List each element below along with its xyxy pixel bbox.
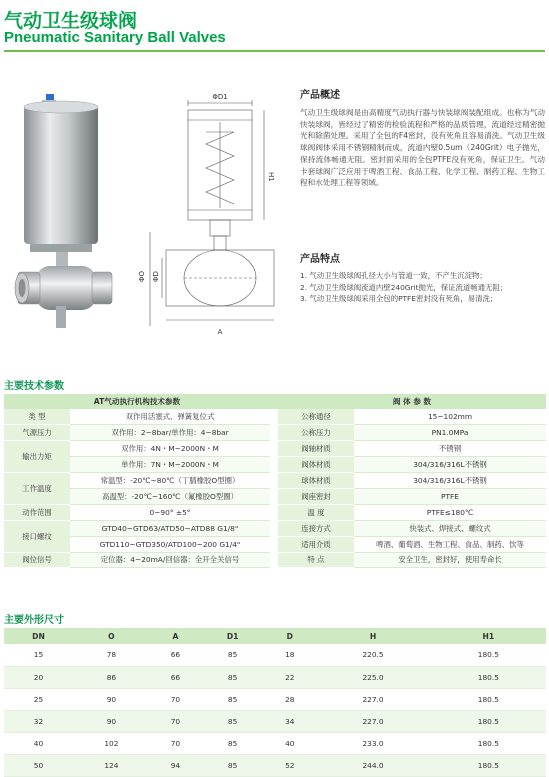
table-cell: 180.5 bbox=[431, 688, 546, 710]
overview-heading: 产品概述 bbox=[300, 90, 340, 101]
overview-text: 气动卫生级球阀是由高精度气动执行器与快装球阀装配组成。也称为气动快装球阀，皆经过了精密的检验流程和严格的品质管理，流道经过精密抛光和除菌处理。采用了全包的F4密封，没有死角且容易清洗。气动卫生级球阀阀体采用不锈钢精制而成，流道内壁0.5um（240Grit）电子抛光，保持流体畅通无阻。密封面采用的全包PTFE没有死角，保证卫生。气动卡套球阀广泛应用于啤酒工程、食品工程、化学工程、制药工程、生物工程和水处理工程等领域。 bbox=[300, 108, 545, 188]
spec-value: 啤酒、葡萄酒、生物工程、食品、制药、饮等 bbox=[354, 536, 546, 552]
spec-value: 304/316/316L不锈钢 bbox=[354, 473, 546, 489]
column-header: DN bbox=[4, 628, 73, 644]
table-row bbox=[4, 425, 546, 441]
spec-right-header: 阀 体 参 数 bbox=[278, 394, 546, 409]
spec-value: PTFE≤180℃ bbox=[354, 504, 546, 520]
column-header: O bbox=[73, 628, 150, 644]
spec-label: 阀轴材质 bbox=[278, 441, 354, 457]
spec-value: 双作用：4N・M~2000N・M bbox=[70, 441, 270, 457]
spec-value: 高温型：-20℃~160℃（氟橡胶O型圈） bbox=[70, 488, 270, 504]
table-cell: 52 bbox=[264, 754, 315, 776]
table-cell: 102 bbox=[73, 732, 150, 754]
table-cell: 94 bbox=[150, 754, 201, 776]
column-header: H1 bbox=[431, 628, 546, 644]
spec-value: GTD40~GTD63/ATD50~ATD88 G1/8" bbox=[70, 520, 270, 536]
table-cell: 180.5 bbox=[431, 644, 546, 666]
dims-header-row bbox=[4, 628, 546, 644]
table-cell: 85 bbox=[201, 710, 264, 732]
table-cell: 25 bbox=[4, 688, 73, 710]
column-header: A bbox=[150, 628, 201, 644]
label-h1: H1 bbox=[267, 172, 275, 182]
table-cell: 85 bbox=[201, 754, 264, 776]
table-row bbox=[4, 688, 546, 710]
table-cell: 66 bbox=[150, 644, 201, 666]
table-cell: 18 bbox=[264, 644, 315, 666]
table-cell: 220.5 bbox=[315, 644, 430, 666]
table-cell: 227.0 bbox=[315, 710, 430, 732]
spec-label: 输出力矩 bbox=[4, 441, 70, 473]
table-row bbox=[4, 473, 546, 489]
table-cell: 20 bbox=[4, 666, 73, 688]
label-d1: ΦD1 bbox=[212, 93, 228, 101]
label-a: A bbox=[217, 328, 223, 336]
features-list bbox=[300, 270, 545, 305]
spec-label: 连接方式 bbox=[278, 520, 354, 536]
table-cell: 28 bbox=[264, 688, 315, 710]
spec-label: 阀体材质 bbox=[278, 457, 354, 473]
spec-value: 0~90° ±5° bbox=[70, 504, 270, 520]
spec-value: PN1.0MPa bbox=[354, 425, 546, 441]
page-title-en: Pneumatic Sanitary Ball Valves bbox=[4, 29, 226, 46]
spec-value: GTD110~GTD350/ATD100~200 G1/4" bbox=[70, 536, 270, 552]
spec-label: 球体材质 bbox=[278, 473, 354, 489]
spec-table bbox=[4, 394, 546, 568]
table-cell: 78 bbox=[73, 644, 150, 666]
feature-item: 1. 气动卫生级球阀孔径大小与管道一致，不产生沉淀物； bbox=[300, 271, 487, 280]
table-cell: 225.0 bbox=[315, 666, 430, 688]
table-row bbox=[4, 520, 546, 536]
spec-table-title: 主要技术参数 bbox=[4, 381, 64, 392]
table-cell: 180.5 bbox=[431, 732, 546, 754]
table-cell: 90 bbox=[73, 710, 150, 732]
spec-value: 快装式、焊接式、螺纹式 bbox=[354, 520, 546, 536]
table-row bbox=[4, 504, 546, 520]
spec-label: 特 点 bbox=[278, 552, 354, 568]
table-cell: 85 bbox=[201, 688, 264, 710]
spec-label: 公称通径 bbox=[278, 409, 354, 425]
spec-value: 定位器：4~20mA/回信器：全开全关信号 bbox=[70, 552, 270, 568]
spec-label: 适用介质 bbox=[278, 536, 354, 552]
table-cell: 180.5 bbox=[431, 710, 546, 732]
table-cell: 86 bbox=[73, 666, 150, 688]
table-row bbox=[4, 457, 546, 473]
table-cell: 70 bbox=[150, 688, 201, 710]
spec-label: 动作范围 bbox=[4, 504, 70, 520]
table-cell: 50 bbox=[4, 754, 73, 776]
table-row bbox=[4, 441, 546, 457]
spec-value: 常温型：-20℃~80℃（丁腈橡胶O型圈） bbox=[70, 473, 270, 489]
spec-value: 安全卫生，密封好，使用寿命长 bbox=[354, 552, 546, 568]
table-cell: 233.0 bbox=[315, 732, 430, 754]
spec-value: 双作用：2~8bar/单作用：4~8bar bbox=[70, 425, 270, 441]
table-cell: 180.5 bbox=[431, 754, 546, 776]
feature-item: 2. 气动卫生级球阀流道内壁240Grit抛光，保证流道畅通无阻； bbox=[300, 282, 508, 292]
table-cell: 40 bbox=[4, 732, 73, 754]
spec-label: 公称压力 bbox=[278, 425, 354, 441]
table-cell: 22 bbox=[264, 666, 315, 688]
table-cell: 180.5 bbox=[431, 666, 546, 688]
spec-label: 类 型 bbox=[4, 409, 70, 425]
table-row bbox=[4, 552, 546, 568]
table-cell: 85 bbox=[201, 644, 264, 666]
table-cell: 124 bbox=[73, 754, 150, 776]
spec-label: 工作温度 bbox=[4, 473, 70, 505]
spec-label: 阀座密封 bbox=[278, 488, 354, 504]
table-cell: 70 bbox=[150, 732, 201, 754]
table-row bbox=[4, 488, 546, 504]
table-cell: 40 bbox=[264, 732, 315, 754]
spec-value: PTFE bbox=[354, 488, 546, 504]
label-o: ΦO bbox=[138, 270, 146, 282]
table-cell: 66 bbox=[150, 666, 201, 688]
spec-label: 阀位信号 bbox=[4, 552, 70, 568]
dims-table bbox=[4, 628, 546, 777]
spec-left-header: AT气动执行机构技术参数 bbox=[4, 394, 270, 409]
table-cell: 85 bbox=[201, 666, 264, 688]
features-heading: 产品特点 bbox=[300, 254, 340, 265]
table-cell: 15 bbox=[4, 644, 73, 666]
table-row bbox=[4, 409, 546, 425]
spec-value: 双作用活塞式、弹簧复位式 bbox=[70, 409, 270, 425]
spec-label: 接口螺纹 bbox=[4, 520, 70, 552]
dims-table-title: 主要外形尺寸 bbox=[4, 615, 64, 626]
title-divider bbox=[4, 50, 545, 52]
table-cell: 244.0 bbox=[315, 754, 430, 776]
table-row bbox=[4, 644, 546, 666]
label-d: ΦD bbox=[152, 271, 160, 282]
table-row bbox=[4, 732, 546, 754]
column-header: D bbox=[264, 628, 315, 644]
table-cell: 90 bbox=[73, 688, 150, 710]
spec-label: 温 度 bbox=[278, 504, 354, 520]
product-photo bbox=[12, 92, 120, 337]
dimension-drawing bbox=[128, 92, 274, 342]
spec-value: 15~102mm bbox=[354, 409, 546, 425]
table-row bbox=[4, 666, 546, 688]
spec-value: 304/316/316L不锈钢 bbox=[354, 457, 546, 473]
feature-item: 3. 气动卫生级球阀采用全包的PTFE密封没有死角，易清洗； bbox=[300, 294, 498, 303]
spec-label: 气源压力 bbox=[4, 425, 70, 441]
table-cell: 227.0 bbox=[315, 688, 430, 710]
page-title-cn: 气动卫生级球阀 bbox=[4, 10, 138, 32]
table-cell: 85 bbox=[201, 732, 264, 754]
table-row bbox=[4, 710, 546, 732]
spec-value: 不锈钢 bbox=[354, 441, 546, 457]
table-cell: 70 bbox=[150, 710, 201, 732]
column-header: D1 bbox=[201, 628, 264, 644]
column-header: H bbox=[315, 628, 430, 644]
table-cell: 34 bbox=[264, 710, 315, 732]
table-row bbox=[4, 536, 546, 552]
table-cell: 32 bbox=[4, 710, 73, 732]
table-row bbox=[4, 754, 546, 776]
spec-value: 单作用：7N・M~2000N・M bbox=[70, 457, 270, 473]
